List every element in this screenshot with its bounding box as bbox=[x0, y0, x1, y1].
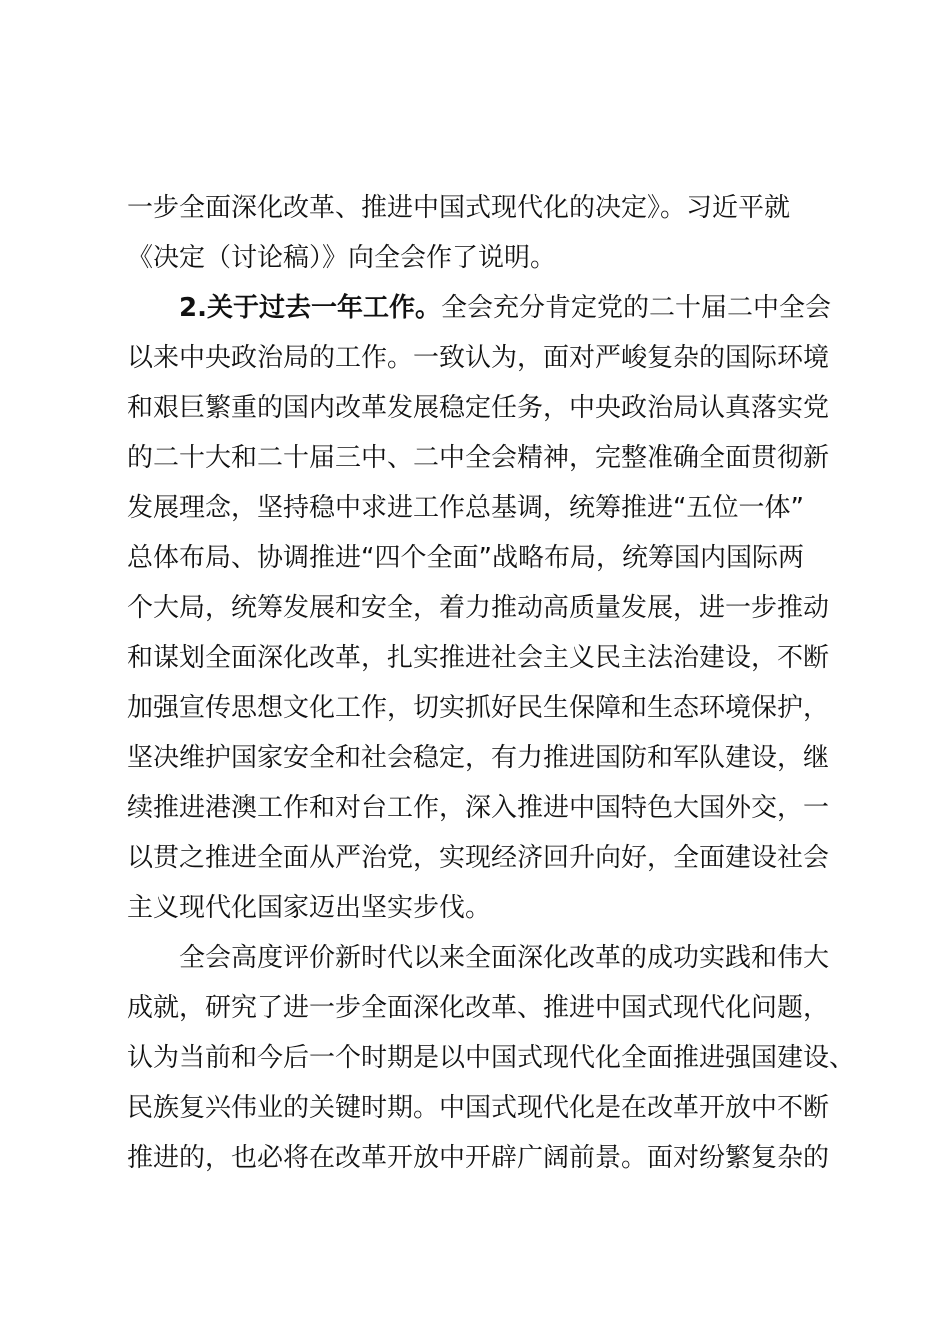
text-line: 和谋划全面深化改革，扎实推进社会主义民主法治建设，不断 bbox=[127, 643, 830, 673]
text-line: 推进的，也必将在改革开放中开辟广阔前景。面对纷繁复杂的 bbox=[127, 1143, 830, 1173]
text-line: 成就，研究了进一步全面深化改革、推进中国式现代化问题， bbox=[127, 993, 830, 1023]
text-line: 《决定（讨论稿）》向全会作了说明。 bbox=[127, 243, 557, 273]
text-line: 的二十大和二十届三中、二中全会精神，完整准确全面贯彻新 bbox=[127, 443, 830, 473]
text-line: 总体布局、协调推进“四个全面”战略布局，统筹国内国际两 bbox=[127, 543, 804, 573]
text-line: 认为当前和今后一个时期是以中国式现代化全面推进强国建设、 bbox=[127, 1043, 856, 1073]
text-line: 以来中央政治局的工作。一致认为，面对严峻复杂的国际环境 bbox=[127, 343, 830, 373]
text-line: 全会高度评价新时代以来全面深化改革的成功实践和伟大 bbox=[179, 943, 830, 973]
text-line: 以贯之推进全面从严治党，实现经济回升向好，全面建设社会 bbox=[127, 843, 830, 873]
text-line: 发展理念，坚持稳中求进工作总基调，统筹推进“五位一体” bbox=[127, 493, 804, 523]
text-line: 续推进港澳工作和对台工作，深入推进中国特色大国外交，一 bbox=[127, 793, 830, 823]
paragraph-3 bbox=[127, 933, 856, 1183]
text-line bbox=[127, 283, 833, 333]
text-line: 个大局，统筹发展和安全，着力推动高质量发展，进一步推动 bbox=[127, 593, 830, 623]
text-line-rest: 全会充分肯定党的二十届二中全会 bbox=[440, 293, 831, 323]
text-line: 主义现代化国家迈出坚实步伐。 bbox=[127, 893, 492, 923]
text-line: 加强宣传思想文化工作，切实抓好民生保障和生态环境保护， bbox=[127, 693, 830, 723]
section-heading: 2.关于过去一年工作。 bbox=[179, 293, 441, 323]
paragraph-1 bbox=[127, 183, 833, 283]
text-line: 和艰巨繁重的国内改革发展稳定任务，中央政治局认真落实党 bbox=[127, 393, 830, 423]
text-line: 民族复兴伟业的关键时期。中国式现代化是在改革开放中不断 bbox=[127, 1093, 830, 1123]
paragraph-2 bbox=[127, 283, 833, 933]
text-line: 一步全面深化改革、推进中国式现代化的决定》。习近平就 bbox=[127, 193, 791, 223]
text-line: 坚决维护国家安全和社会稳定，有力推进国防和军队建设，继 bbox=[127, 743, 830, 773]
document-body bbox=[127, 183, 856, 1183]
